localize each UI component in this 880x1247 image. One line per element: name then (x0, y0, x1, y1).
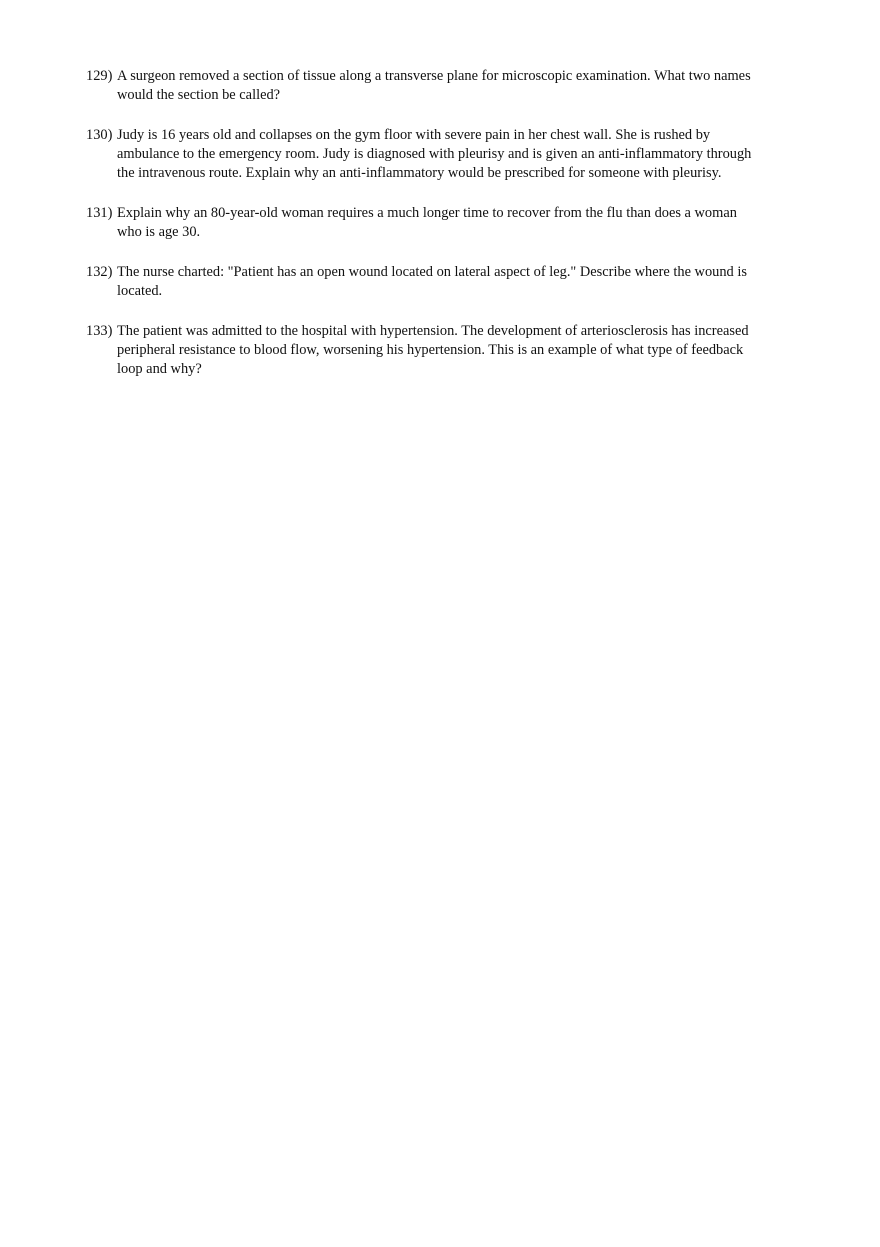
question-line: loop and why? (117, 361, 202, 377)
question-line: would the section be called? (117, 87, 281, 103)
question-line: A surgeon removed a section of tissue along a transverse plane for microscopic examination. What two names (117, 68, 751, 84)
question-line: The patient was admitted to the hospital with hypertension. The development of arteriosclerosis has increased (117, 323, 749, 339)
question-list (86, 67, 818, 400)
question-number: 131) (86, 205, 113, 221)
question-text (117, 204, 818, 242)
question-line: peripheral resistance to blood flow, worsening his hypertension. This is an example of what type of feedback (117, 342, 744, 358)
question-line: who is age 30. (117, 224, 201, 240)
question-132 (86, 263, 818, 301)
question-130 (86, 126, 818, 183)
question-number: 130) (86, 127, 113, 143)
question-line: the intravenous route. Explain why an anti-inflammatory would be prescribed for someone with pleurisy. (117, 165, 722, 181)
question-line: The nurse charted: "Patient has an open wound located on lateral aspect of leg." Describe where the wound is (117, 264, 747, 280)
question-line: Judy is 16 years old and collapses on the gym floor with severe pain in her chest wall. She is rushed by (117, 127, 711, 143)
question-133 (86, 322, 818, 379)
question-line: ambulance to the emergency room. Judy is diagnosed with pleurisy and is given an anti-inflammatory through (117, 146, 752, 162)
question-line: located. (117, 283, 163, 299)
question-131 (86, 204, 818, 242)
question-text (117, 322, 818, 379)
question-line: Explain why an 80-year-old woman requires a much longer time to recover from the flu than does a woman (117, 205, 737, 221)
question-number: 132) (86, 264, 113, 280)
question-text (117, 126, 818, 183)
question-text (117, 67, 818, 105)
question-text (117, 263, 818, 301)
question-number: 133) (86, 323, 113, 339)
question-number: 129) (86, 68, 113, 84)
question-129 (86, 67, 818, 105)
